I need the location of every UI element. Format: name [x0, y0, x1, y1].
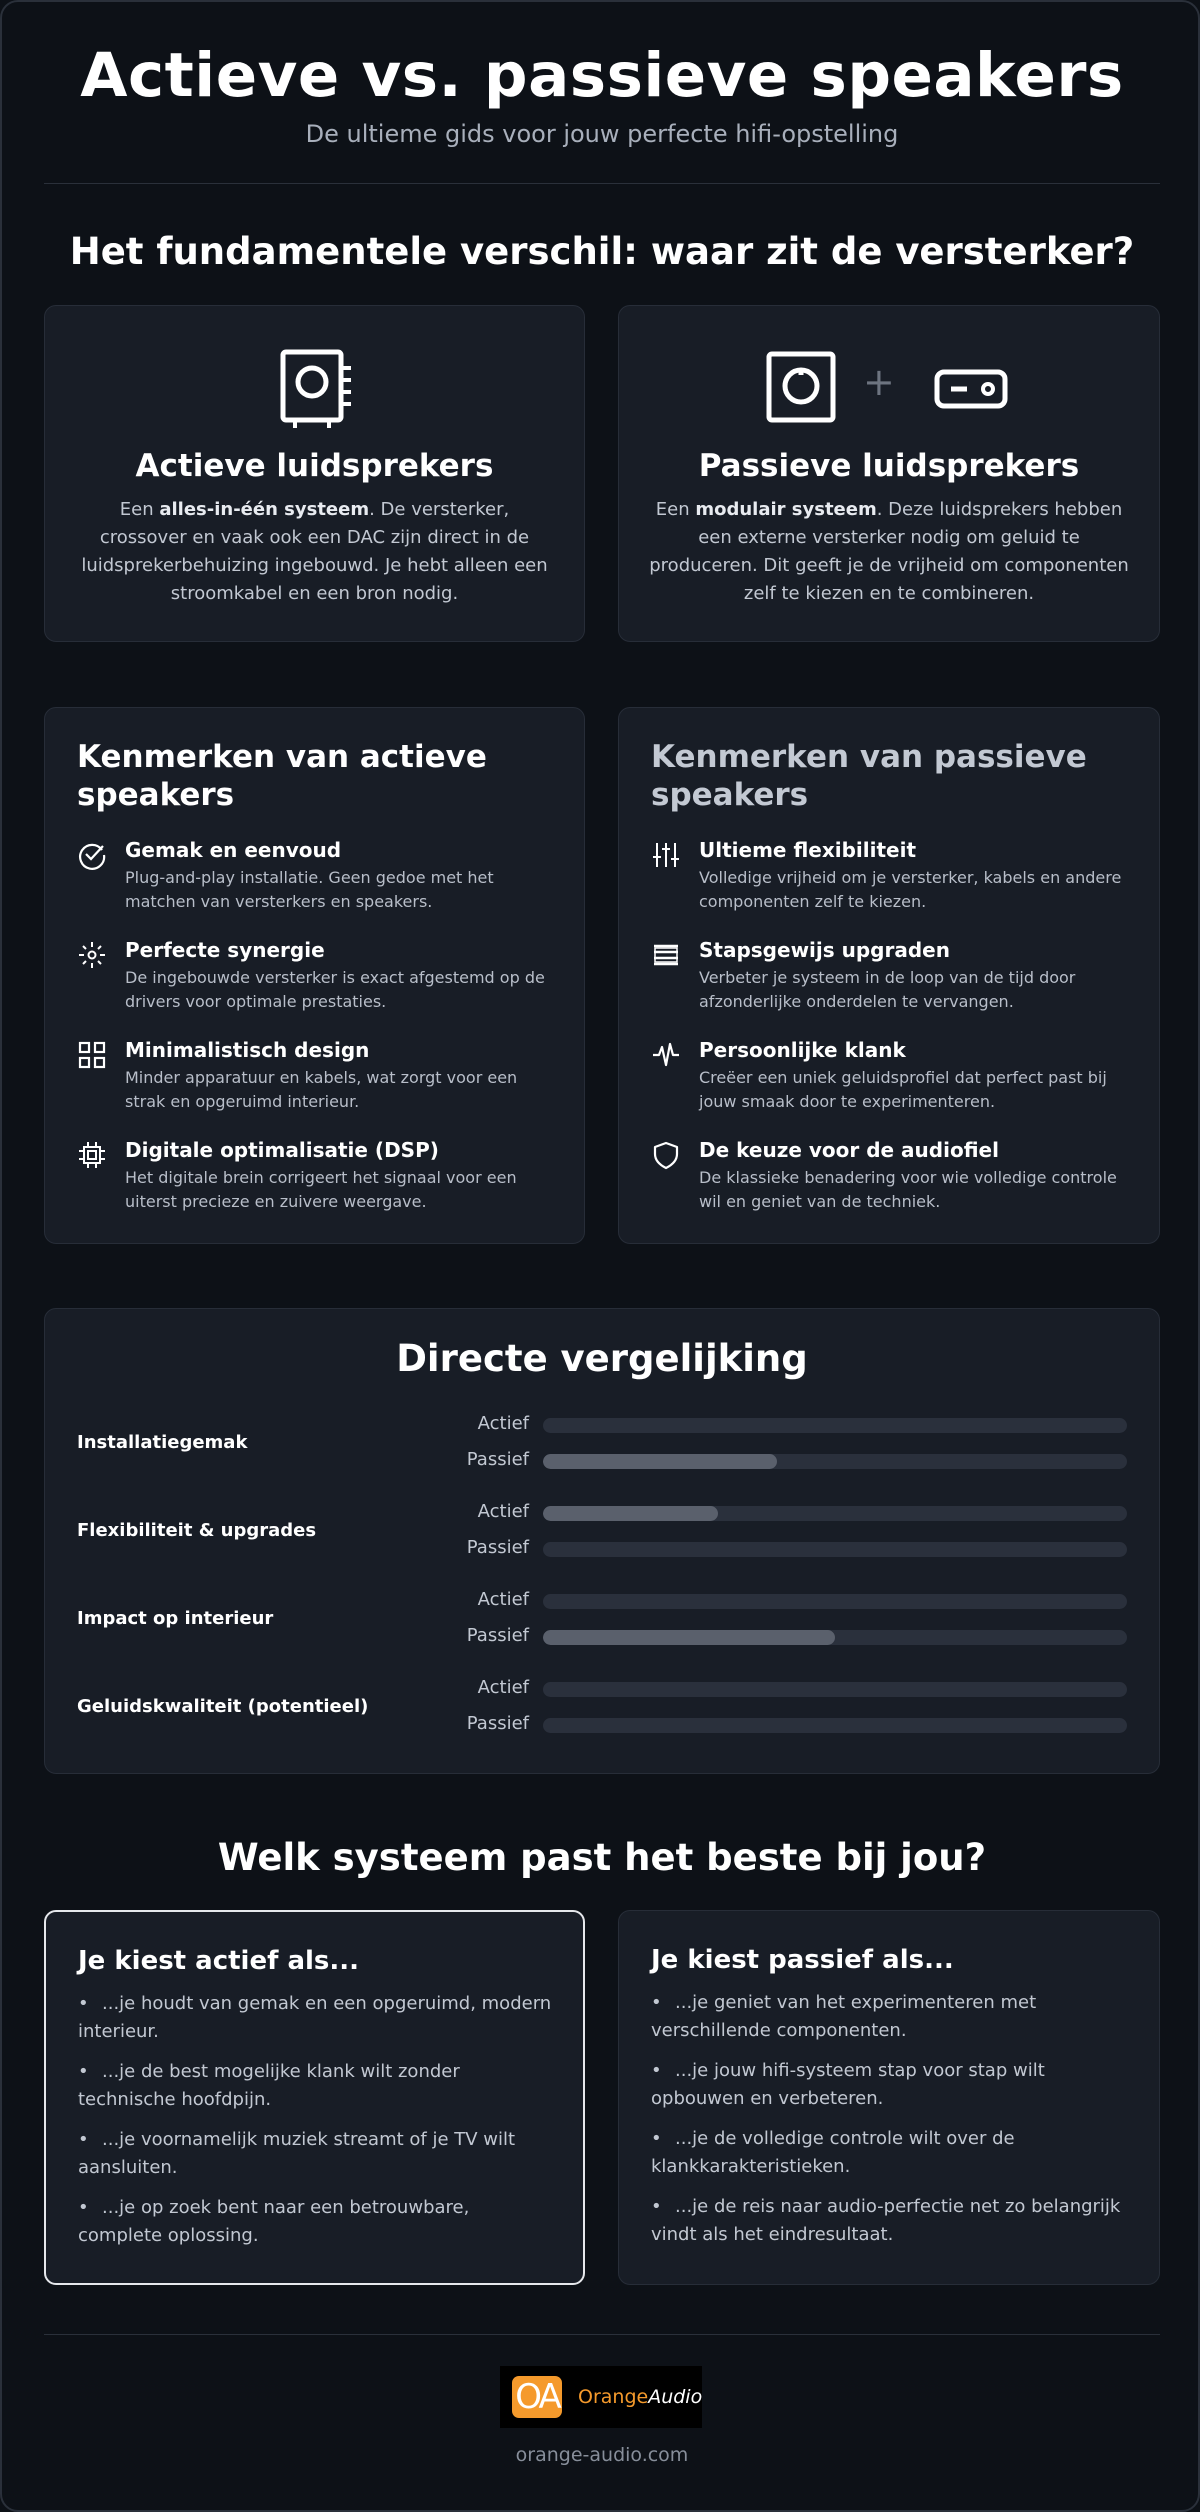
pulse-icon — [651, 1040, 681, 1070]
sparkle-icon — [77, 940, 107, 970]
feature-item — [651, 938, 1131, 1018]
list-item: • ...je jouw hifi-systeem stap voor stap wilt opbouwen en verbeteren. — [651, 2057, 1131, 2113]
comparison-passive-bar — [543, 1454, 1127, 1469]
feature-description: Plug-and-play installatie. Geen gedoe met het matchen van versterkers en speakers. — [125, 868, 494, 911]
orange-audio-logo[interactable] — [500, 2366, 702, 2428]
feature-title: Ultieme flexibiliteit — [699, 838, 917, 862]
active-speaker-icons — [45, 346, 584, 430]
list-item: • ...je houdt van gemak en een opgeruimd, modern interieur. — [78, 1990, 555, 2046]
list-item: • ...je op zoek bent naar een betrouwbare, complete oplossing. — [78, 2194, 555, 2250]
choose-passive-list — [651, 1989, 1131, 2261]
comparison-row-label: Geluidskwaliteit (potentieel) — [77, 1696, 369, 1717]
grid-icon — [77, 1040, 107, 1070]
comparison-row-label: Impact op interieur — [77, 1608, 274, 1629]
comparison-passive-label: Passief — [466, 1537, 529, 1558]
list-item: • ...je de volledige controle wilt over de klankkarakteristieken. — [651, 2125, 1131, 2181]
choose-passive-title: Je kiest passief als... — [651, 1945, 954, 1975]
list-item: • ...je voornamelijk muziek streamt of je TV wilt aansluiten. — [78, 2126, 555, 2182]
feature-description: De klassieke benadering voor wie volledige controle wil en geniet van de techniek. — [699, 1168, 1117, 1211]
passive-speaker-icon — [759, 346, 843, 430]
feature-description: Minder apparatuur en kabels, wat zorgt voor een strak en opgeruimd interieur. — [125, 1068, 518, 1111]
list-item: • ...je geniet van het experimenteren met verschillende componenten. — [651, 1989, 1131, 2045]
comparison-active-bar — [543, 1594, 1127, 1609]
feature-item — [77, 1138, 556, 1218]
feature-description: Verbeter je systeem in de loop van de tijd door afzonderlijke onderdelen te vervangen. — [699, 968, 1076, 1011]
feature-title: Digitale optimalisatie (DSP) — [125, 1138, 439, 1162]
comparison-passive-bar — [543, 1630, 1127, 1645]
active-features-card — [44, 707, 585, 1244]
passive-speakers-title: Passieve luidsprekers — [698, 448, 1080, 484]
comparison-active-label: Actief — [477, 1589, 529, 1610]
active-features-title: Kenmerken van actieve speakers — [77, 739, 487, 813]
comparison-active-bar-fill — [543, 1506, 718, 1521]
comparison-active-bar — [543, 1418, 1127, 1433]
logo-mark: OA — [512, 2376, 562, 2418]
choose-active-title: Je kiest actief als... — [78, 1946, 360, 1976]
comparison-active-label: Actief — [477, 1413, 529, 1434]
feature-title: De keuze voor de audiofiel — [699, 1138, 999, 1162]
comparison-active-bar — [543, 1682, 1127, 1697]
footer-divider — [44, 2334, 1160, 2335]
choice-heading: Welk systeem past het beste bij jou? — [217, 1836, 987, 1879]
page-subtitle: De ultieme gids voor jouw perfecte hifi-opstelling — [305, 120, 899, 148]
comparison-row-label: Flexibiliteit & upgrades — [77, 1520, 317, 1541]
comparison-active-label: Actief — [477, 1677, 529, 1698]
comparison-active-label: Actief — [477, 1501, 529, 1522]
list-item: • ...je de reis naar audio-perfectie net zo belangrijk vindt als het eindresultaat. — [651, 2193, 1131, 2249]
website-link[interactable]: orange-audio.com — [515, 2444, 689, 2466]
active-speaker-icon — [273, 346, 357, 430]
feature-title: Minimalistisch design — [125, 1038, 370, 1062]
feature-description: De ingebouwde versterker is exact afgestemd op de drivers voor optimale prestaties. — [125, 968, 545, 1011]
choose-passive-card — [618, 1910, 1160, 2285]
comparison-passive-label: Passief — [466, 1625, 529, 1646]
comparison-passive-bar-fill — [543, 1454, 777, 1469]
feature-title: Perfecte synergie — [125, 938, 325, 962]
stack-icon — [651, 940, 681, 970]
divider — [44, 183, 1160, 184]
passive-speakers-card — [618, 305, 1160, 642]
active-speakers-description: Een alles-in-één systeem. De versterker, crossover en vaak ook een DAC zijn direct in de luidsprekerbehuizing ingebouwd. Je hebt alleen een stroomkabel en een bron nodig. — [81, 499, 548, 604]
passive-speakers-description: Een modulair systeem. Deze luidsprekers hebben een externe versterker nodig om geluid te produceren. Dit geeft je de vrijheid om componenten zelf te kiezen en te combineren. — [649, 499, 1129, 604]
feature-item — [651, 1038, 1131, 1118]
amplifier-icon — [931, 346, 1011, 430]
chip-icon — [77, 1140, 107, 1170]
choose-active-list — [78, 1990, 555, 2262]
feature-title: Stapsgewijs upgraden — [699, 938, 950, 962]
comparison-title: Directe vergelijking — [396, 1337, 808, 1380]
plus-icon: + — [863, 360, 895, 404]
passive-features-title: Kenmerken van passieve speakers — [651, 739, 1087, 813]
comparison-active-bar — [543, 1506, 1127, 1521]
feature-item — [77, 1038, 556, 1118]
comparison-passive-bar — [543, 1542, 1127, 1557]
feature-description: Creëer een uniek geluidsprofiel dat perfect past bij jouw smaak door te experimenteren. — [699, 1068, 1107, 1111]
active-speakers-card — [44, 305, 585, 642]
feature-title: Persoonlijke klank — [699, 1038, 906, 1062]
feature-description: Volledige vrijheid om je versterker, kabels en andere componenten zelf te kiezen. — [699, 868, 1122, 911]
active-speakers-title: Actieve luidsprekers — [135, 448, 494, 484]
comparison-row-label: Installatiegemak — [77, 1432, 248, 1453]
feature-item — [651, 838, 1131, 918]
passive-features-card — [618, 707, 1160, 1244]
sliders-icon — [651, 840, 681, 870]
choose-active-card — [44, 1910, 585, 2285]
feature-title: Gemak en eenvoud — [125, 838, 342, 862]
difference-heading: Het fundamentele verschil: waar zit de versterker? — [69, 230, 1135, 273]
comparison-passive-bar — [543, 1718, 1127, 1733]
passive-speaker-icons — [619, 346, 1159, 430]
check-circle-icon — [77, 840, 107, 870]
logo-wordmark: OrangeAudio — [578, 2386, 703, 2408]
comparison-passive-label: Passief — [466, 1449, 529, 1470]
feature-item — [77, 938, 556, 1018]
list-item: • ...je de best mogelijke klank wilt zonder technische hoofdpijn. — [78, 2058, 555, 2114]
shield-icon — [651, 1140, 681, 1170]
feature-item — [77, 838, 556, 918]
feature-description: Het digitale brein corrigeert het signaal voor een uiterst precieze en zuivere weergave. — [125, 1168, 517, 1211]
comparison-passive-label: Passief — [466, 1713, 529, 1734]
page-title: Actieve vs. passieve speakers — [80, 40, 1124, 111]
comparison-card — [44, 1308, 1160, 1774]
feature-item — [651, 1138, 1131, 1218]
comparison-passive-bar-fill — [543, 1630, 835, 1645]
